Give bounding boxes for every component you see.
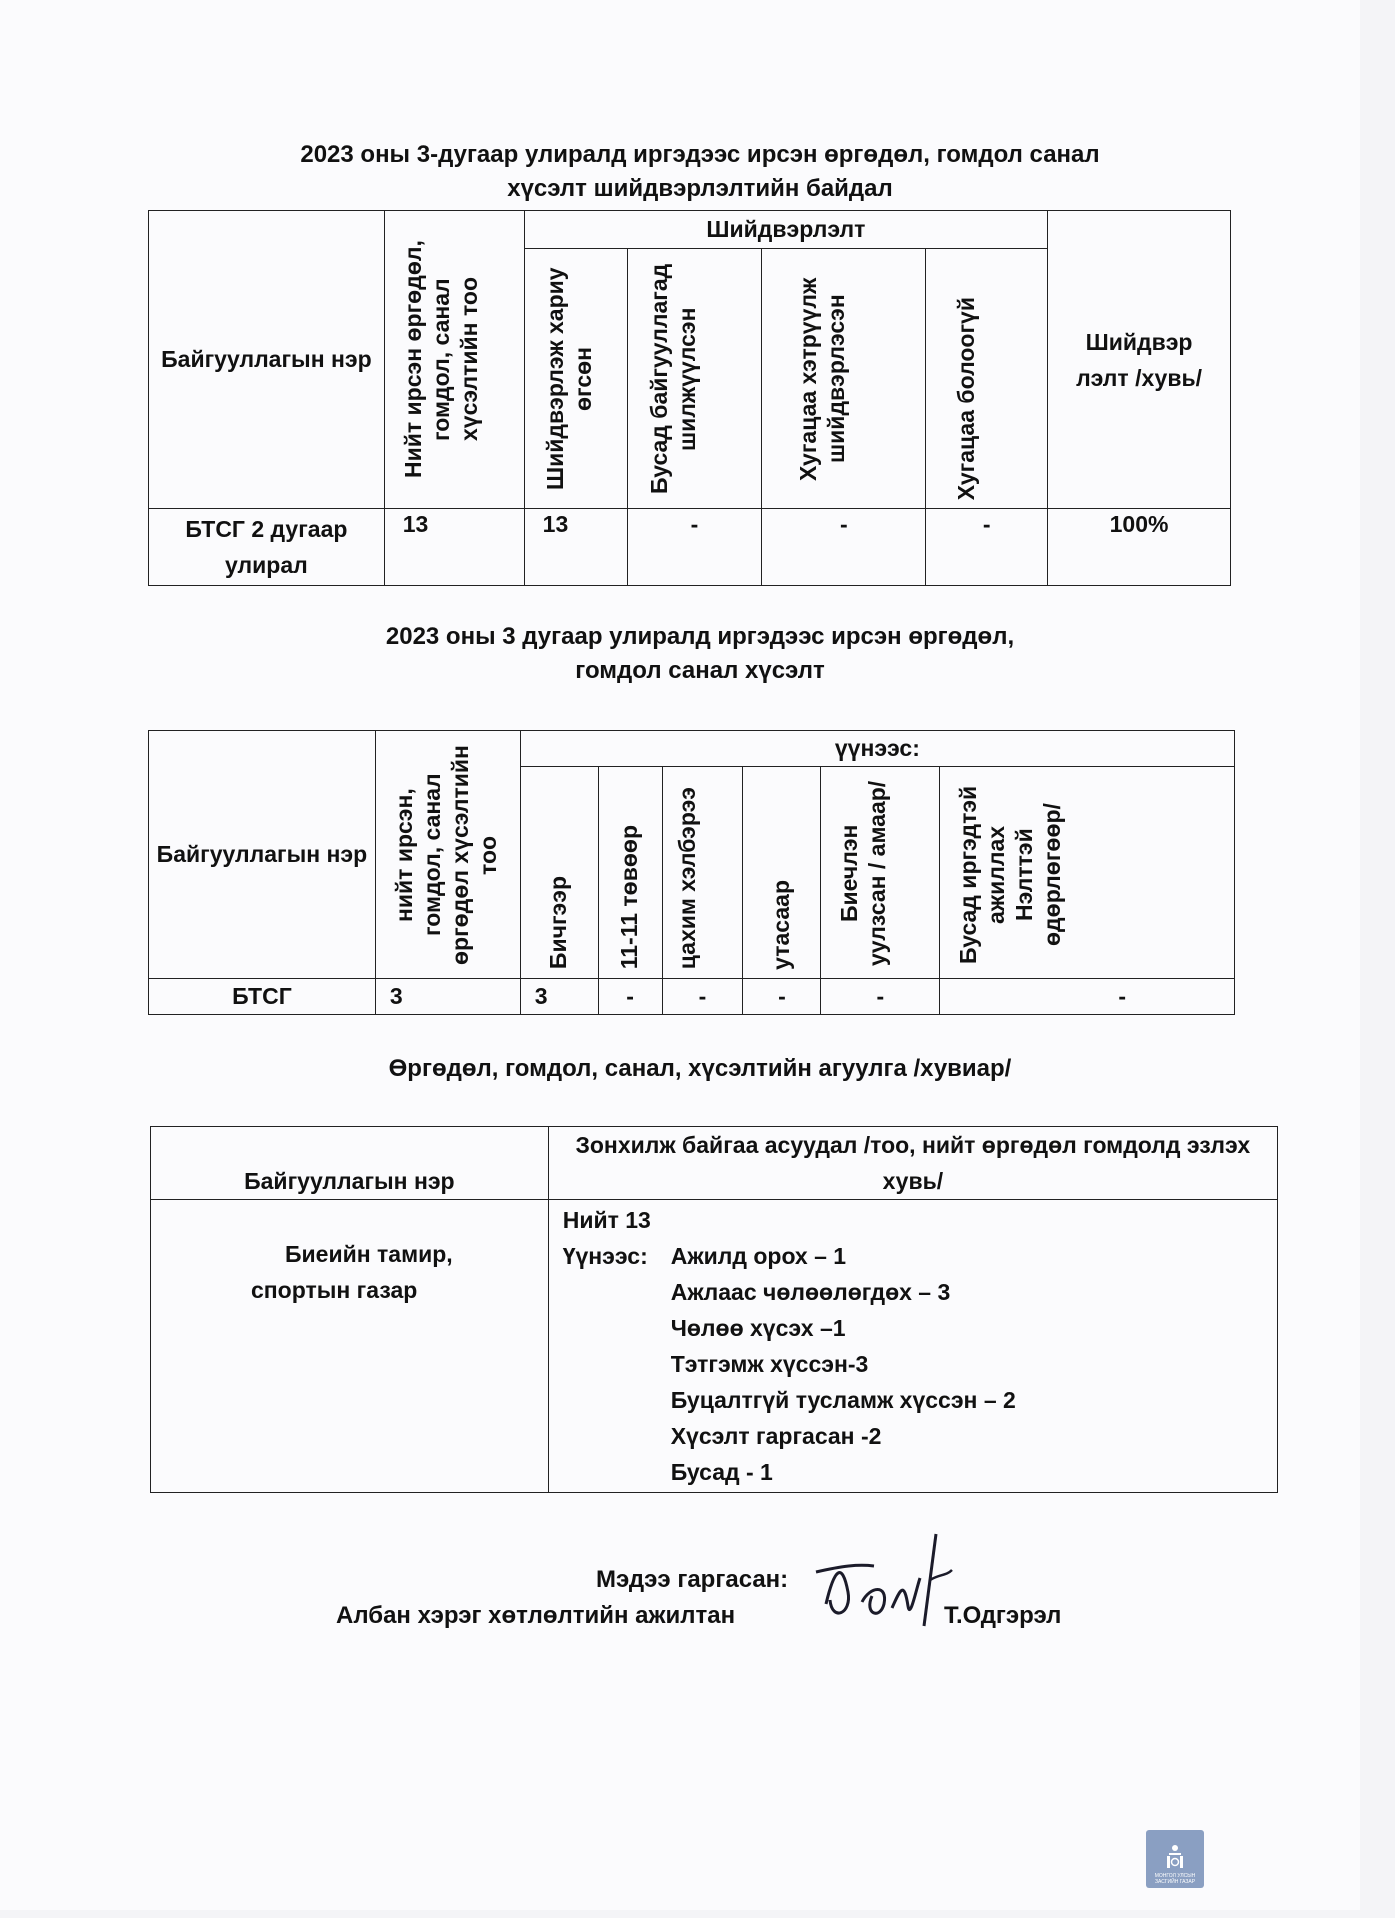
table-row (151, 1200, 1278, 1493)
header-channels-group: үүнээс: (520, 731, 1234, 767)
cell-org: БТСГ 2 дугаар улирал (149, 509, 385, 586)
table3-title: Өргөдөл, гомдол, санал, хүсэлтийн агуулга /хувиар/ (388, 1055, 1012, 1082)
handwritten-signature (812, 1530, 962, 1640)
header-transferred: Бусад байгууллагад шилжүүлсэн (627, 249, 762, 509)
issues-total: Нийт 13 (562, 1207, 651, 1233)
list-item: Ажлаас чөлөөлөгдөх – 3 (670, 1279, 951, 1305)
cell-transferred: - (627, 509, 762, 586)
cell-org: БТСГ (149, 979, 376, 1015)
signer-position: Албан хэрэг хөтлөлтийн ажилтан (336, 1602, 736, 1629)
issues-prefix: Үүнээс: (562, 1243, 648, 1269)
logo-text-line1: МОНГОЛ УЛСЫН (1154, 1873, 1196, 1879)
header-org-name: Байгууллагын нэр (149, 731, 376, 979)
list-item: Ажилд орох – 1 (670, 1243, 847, 1269)
soyombo-icon (1164, 1842, 1186, 1870)
table-row (149, 509, 1231, 586)
channels-table (148, 730, 1235, 1015)
header-org-name: Байгууллагын нэр (149, 211, 385, 509)
header-total: Нийт ирсэн өргөдөл, гомдол, санал хүсэлтийн тоо (384, 211, 524, 509)
header-issues: Зонхилж байгаа асуудал /тоо, нийт өргөдөл гомдолд эзлэх хувь/ (548, 1127, 1277, 1200)
cell-electronic: - (662, 979, 743, 1015)
header-phone: утасаар (743, 767, 821, 979)
cell-extended: - (762, 509, 926, 586)
government-logo (1146, 1830, 1204, 1888)
header-other: Бусад иргэдтэй ажиллах Нэлттэй өдөрлөгөөр/ (940, 767, 1235, 979)
list-item: Бусад - 1 (670, 1459, 773, 1485)
logo-text-line2: ЗАСГИЙН ГАЗАР (1154, 1879, 1196, 1885)
cell-phone: - (743, 979, 821, 1015)
header-total: нийт ирсэн, гомдол, санал өргөдөл хүсэлтийн тоо (375, 731, 520, 979)
header-electronic: цахим хэлбэрээ (662, 767, 743, 979)
header-extended: Хугацаа хэтрүүлж шийдвэрлэсэн (762, 249, 926, 509)
prepared-by-label: Мэдээ гаргасан: (596, 1566, 789, 1593)
resolution-table (148, 210, 1231, 586)
content-table (150, 1126, 1278, 1493)
cell-other: - (940, 979, 1235, 1015)
list-item: Хүсэлт гаргасан -2 (670, 1423, 882, 1449)
cell-total: 13 (384, 509, 524, 586)
list-item: Чөлөө хүсэх –1 (670, 1315, 846, 1341)
header-resolution-group: Шийдвэрлэлт (524, 211, 1047, 249)
header-org-name: Байгууллагын нэр (151, 1127, 549, 1200)
table-row (149, 979, 1235, 1015)
signer-name: Т.Одгэрэл (944, 1602, 1062, 1629)
header-overdue: Хугацаа болоогүй (926, 249, 1048, 509)
list-item: Тэтгэмж хүссэн-3 (670, 1351, 869, 1377)
header-in-person: Биечлэн уулзсан / амаар/ (821, 767, 940, 979)
cell-resolved: 13 (524, 509, 627, 586)
cell-total: 3 (375, 979, 520, 1015)
header-resolved: Шийдвэрлэж хариу өгсөн (524, 249, 627, 509)
header-written: Бичгээр (520, 767, 598, 979)
list-item: Буцалтгүй тусламж хүссэн – 2 (670, 1387, 1016, 1413)
cell-org: Биеийн тамир, спортын газар (151, 1200, 549, 1493)
header-hotline: 11-11 төвөөр (598, 767, 662, 979)
cell-issues (548, 1200, 1277, 1493)
cell-hotline: - (598, 979, 662, 1015)
cell-overdue: - (926, 509, 1048, 586)
table2-title: 2023 оны 3 дугаар улиралд иргэдээс ирсэн өргөдөл, гомдол санал хүсэлт (385, 623, 1015, 684)
header-resolution-percent: Шийдвэр лэлт /хувь/ (1048, 211, 1231, 509)
cell-percent: 100% (1048, 509, 1231, 586)
cell-in-person: - (821, 979, 940, 1015)
table1-title: 2023 оны 3-дугаар улиралд иргэдээс ирсэн өргөдөл, гомдол санал хүсэлт шийдвэрлэлтийн байдал (300, 141, 1100, 202)
cell-written: 3 (520, 979, 598, 1015)
